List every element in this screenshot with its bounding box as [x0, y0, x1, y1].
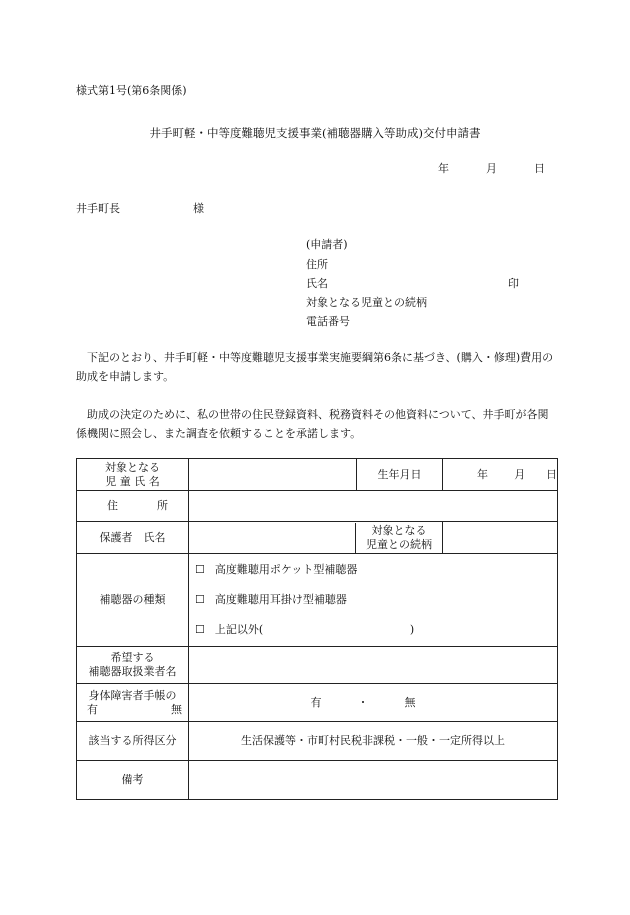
form-title: 井手町軽・中等度難聴児支援事業(補聴器購入等助成)交付申請書 — [149, 126, 481, 140]
income-label: 該当する所得区分 — [77, 722, 189, 761]
child-name-label-line2: 児 童 氏 名 — [105, 474, 160, 488]
form-number: 様式第1号(第6条関係) — [76, 84, 187, 97]
row-certificate — [77, 684, 558, 722]
option-pocket[interactable] — [189, 555, 557, 585]
option-other[interactable] — [189, 615, 557, 645]
row-income — [77, 722, 558, 761]
birthdate-field[interactable] — [443, 459, 558, 491]
relation-label-line1: 対象となる — [371, 523, 427, 537]
applicant-heading: (申請者) — [306, 238, 348, 251]
seal-mark: 印 — [508, 277, 519, 290]
relation-field[interactable] — [443, 522, 558, 554]
addressee: 井手町長 — [76, 202, 120, 215]
certificate-label — [77, 684, 189, 722]
birth-year-label: 年 — [477, 467, 488, 481]
row-guardian — [77, 522, 558, 554]
address-char-2: 所 — [157, 499, 168, 512]
hearing-aid-options — [189, 554, 558, 647]
birthdate-label: 生年月日 — [357, 459, 443, 491]
applicant-phone-label: 電話番号 — [306, 315, 350, 328]
applicant-relation-label: 対象となる児童との続柄 — [306, 296, 427, 309]
certificate-char-1: 有 — [87, 702, 98, 716]
row-address — [77, 491, 558, 522]
option-behind-ear-label: 高度難聴用耳掛け型補聴器 — [214, 593, 347, 606]
separator-dot: ・ — [357, 695, 369, 709]
date-day-label: 日 — [534, 162, 545, 175]
relation-label — [355, 523, 442, 553]
row-vendor — [77, 647, 558, 684]
remarks-label: 備考 — [77, 761, 189, 800]
certificate-no[interactable]: 無 — [404, 695, 416, 709]
application-table — [76, 458, 558, 800]
row-remarks — [77, 761, 558, 800]
address-char-1: 住 — [107, 499, 118, 512]
child-name-field[interactable] — [189, 459, 357, 491]
certificate-yes[interactable]: 有 — [310, 695, 322, 709]
birth-day-label: 日 — [546, 467, 557, 481]
consent-paragraph: 助成の決定のために、私の世帯の住民登録資料、税務資料その他資料について、井手町が各関係機関に照会し、また調査を依頼することを承諾します。 — [76, 408, 549, 440]
checkbox-icon[interactable]: ☐ — [195, 623, 205, 636]
vendor-label — [77, 647, 189, 684]
option-pocket-label: 高度難聴用ポケット型補聴器 — [214, 563, 358, 576]
birth-month-label: 月 — [514, 467, 526, 481]
applicant-address-label: 住所 — [306, 258, 328, 271]
address-field[interactable] — [189, 491, 558, 522]
option-other-close: ) — [409, 623, 415, 636]
vendor-label-line1: 希望する — [110, 651, 155, 664]
checkbox-icon[interactable]: ☐ — [195, 593, 205, 606]
request-paragraph: 下記のとおり、井手町軽・中等度難聴児支援事業実施要綱第6条に基づき、(購入・修理)費用の助成を申請します。 — [76, 351, 554, 383]
vendor-field[interactable] — [189, 647, 558, 684]
address-label — [77, 491, 189, 522]
row-child-name — [77, 459, 558, 491]
option-other-label: 上記以外( — [214, 623, 264, 636]
child-name-label-line1: 対象となる — [105, 460, 160, 474]
child-name-label — [77, 459, 189, 491]
certificate-label-line1: 身体障害者手帳の — [88, 688, 177, 702]
date-year-label: 年 — [438, 162, 449, 175]
relation-label-line2: 児童との続柄 — [366, 537, 432, 551]
checkbox-icon[interactable]: ☐ — [195, 563, 205, 576]
addressee-suffix: 様 — [193, 202, 204, 215]
row-hearing-aid-type — [77, 554, 558, 647]
date-month-label: 月 — [486, 162, 497, 175]
guardian-name-label: 保護者 氏名 — [77, 522, 189, 554]
income-options[interactable]: 生活保護等・市町村民税非課税・一般・一定所得以上 — [189, 722, 558, 761]
remarks-field[interactable] — [189, 761, 558, 800]
option-behind-ear[interactable] — [189, 585, 557, 615]
hearing-aid-type-label: 補聴器の種類 — [77, 554, 189, 647]
vendor-label-line2: 補聴器取扱業者名 — [88, 665, 177, 678]
guardian-name-field[interactable] — [189, 522, 443, 554]
applicant-name-label: 氏名 — [306, 277, 328, 290]
certificate-char-2: 無 — [171, 702, 182, 716]
certificate-choice[interactable] — [189, 684, 558, 722]
